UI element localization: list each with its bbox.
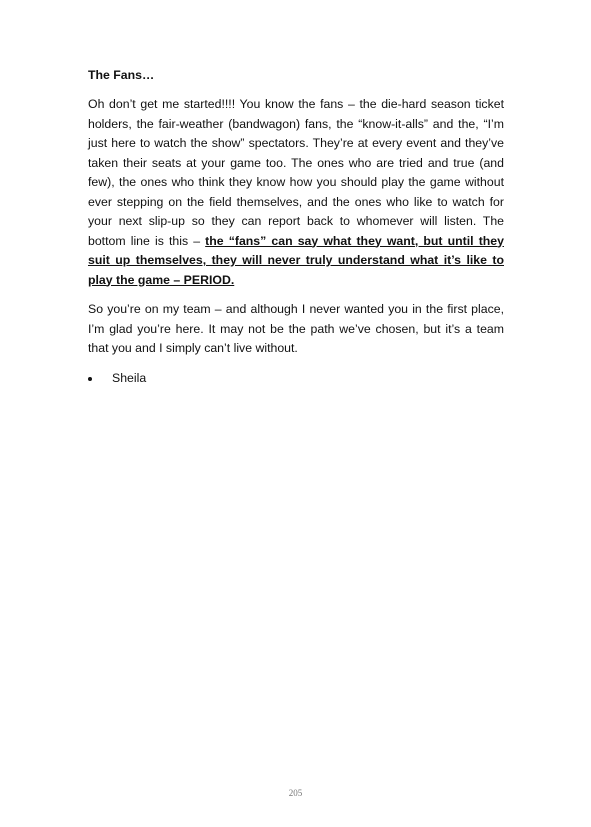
paragraph-fans-emphasis: the “fans” can say what they want, but until they suit up themselves, they will never truly understand what it’s like to play the game – PERIOD. bbox=[88, 233, 504, 287]
signature-name: Sheila bbox=[112, 370, 147, 385]
paragraph-fans bbox=[88, 95, 504, 290]
page-content bbox=[88, 66, 504, 388]
signature-item bbox=[88, 369, 504, 389]
bullet-icon bbox=[88, 377, 92, 381]
page-number: 205 bbox=[288, 788, 303, 798]
paragraph-team: So you’re on my team – and although I never wanted you in the first place, I’m glad you’re here. It may not be the path we’ve chosen, but it’s a team that you and I simply can’t live without. bbox=[88, 302, 504, 355]
section-heading: The Fans… bbox=[88, 68, 155, 82]
paragraph-fans-text: Oh don’t get me started!!!! You know the fans – the die-hard season ticket holders, the fair-weather (bandwagon) fans, the “know-it-alls” and the, “I’m just here to watch the show” spectators. They’re at every event and they’ve taken their seats at your game too. The ones who are tried and true (and few), the ones who think they know how you should play the game without ever stepping on the field themselves, and the ones who like to watch for your next slip-up so they can report back to whomever will listen. The bottom line is this – bbox=[88, 97, 504, 248]
signature-list bbox=[88, 369, 504, 389]
